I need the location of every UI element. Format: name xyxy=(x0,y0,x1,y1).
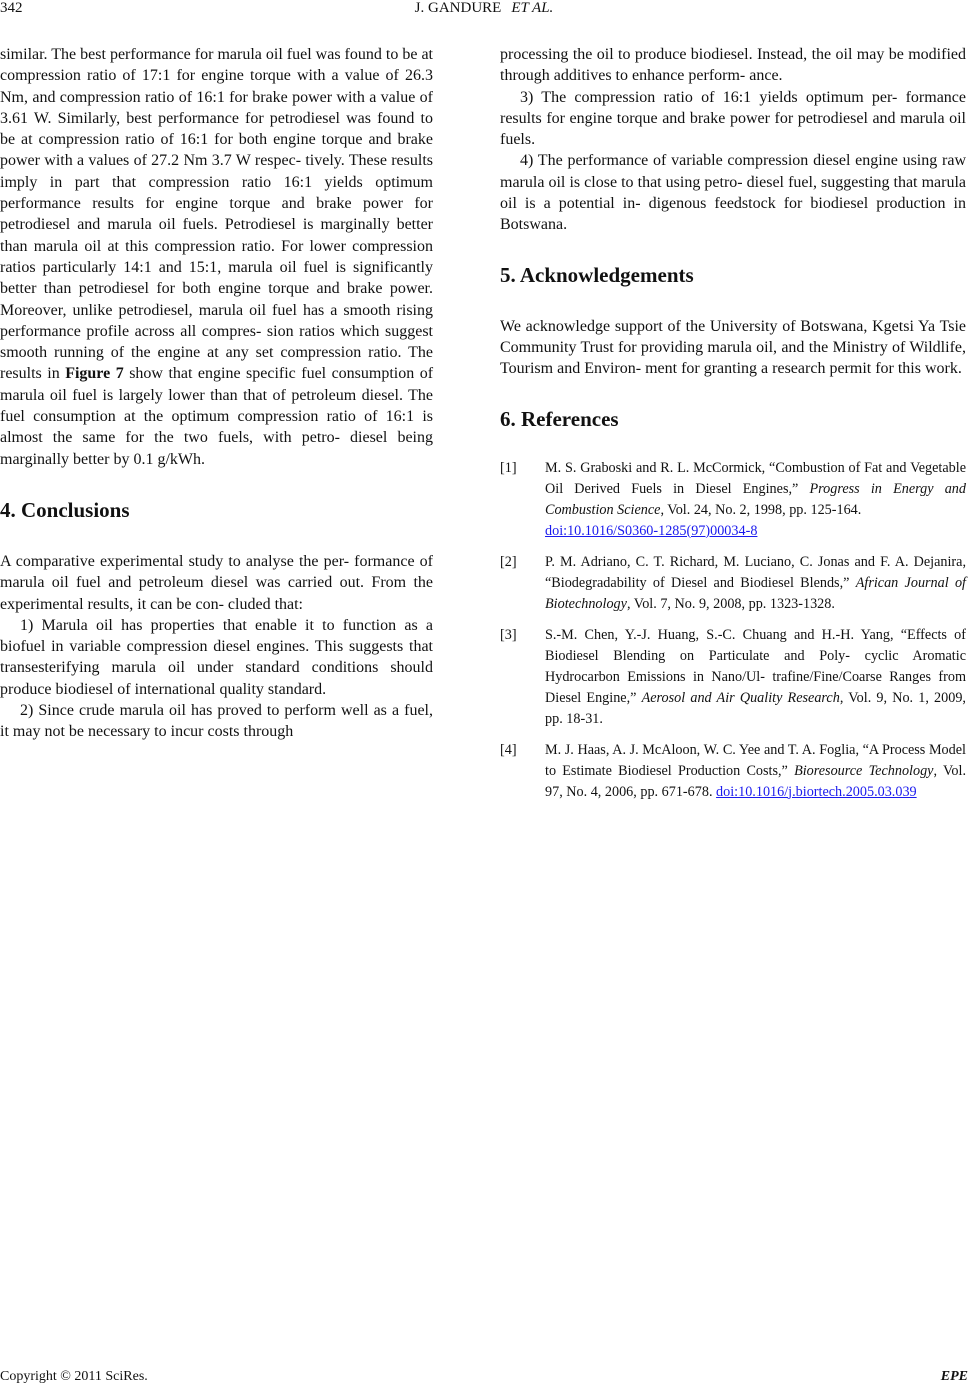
section-heading-conclusions: 4. Conclusions xyxy=(0,497,130,522)
paragraph-conclusion-2: 2) Since crude marula oil has proved to perform well as a fuel, it may not be necessary to incur costs through xyxy=(0,702,433,741)
paragraph-conclusion-3: 3) The compression ratio of 16:1 yields optimum per- formance results for engine torque and brake power for petrodiesel and marula oil fuels. xyxy=(500,88,966,149)
reference-text xyxy=(545,625,966,730)
reference-number: [3] xyxy=(500,626,517,643)
page-header xyxy=(0,0,968,22)
journal-abbreviation: EPE xyxy=(940,1369,968,1384)
running-head xyxy=(0,0,968,17)
text: similar. The best performance for marula oil fuel was found to be at compression ratio of 17:1 for engine torque with a value of 26.3 Nm, and compression ratio of 16:1 for brake power with a value of 3.61 W. Similarly, best performance for petrodiesel was found to be at compression ratio of 16:1 for both engine torque and brake power with a values of 27.2 Nm 3.7 W respec- tively. These results imply in part that compression ratio 16:1 yields optimum performance results for engine torque and brake power for petrodiesel and marula oil fuels. Petrodiesel is marginally better than marula oil at this compression ratio. For lower compression ratios particularly 14:1 and 15:1, marula oil fuel is significantly better than petrodiesel for both engine torque and brake power. Moreover, unlike petrodiesel, marula oil fuel has a smooth rising performance profile across all compres- sion ratios which suggest smooth running of the engine at any set compression ratio. The results in xyxy=(0,46,433,383)
reference-journal: Aerosol and Air Quality Research xyxy=(641,689,840,706)
paragraph-conclusion-2-cont: processing the oil to produce biodiesel. Instead, the oil may be modified through additives to enhance perform- ance. xyxy=(500,46,966,85)
text: show that engine specific fuel consumption of marula oil fuel is largely lower than that of petroleum diesel. The fuel consumption at the optimum compression ratio of 16:1 is almost the same for the two fuels, with petro- diesel being marginally better by 0.1 g/kWh. xyxy=(0,365,434,468)
running-head-et-al: ET AL. xyxy=(511,0,554,16)
paragraph-conclusions-intro: A comparative experimental study to analyse the per- formance of marula oil fuel and petroleum diesel was carried out. From the experimental results, it can be con- cluded that: xyxy=(0,552,433,613)
reference-number: [2] xyxy=(500,553,517,570)
doi-link[interactable]: doi:10.1016/S0360-1285(97)00034-8 xyxy=(545,522,758,539)
reference-authors-title: S.-M. Chen, Y.-J. Huang, S.-C. Chuang and H.-H. Yang, “Effects of Biodiesel Blending on Particulate and Poly- cyclic Aromatic Hydrocarbon Emissions in Nano/Ul- trafine/Fine/Coarse Ranges from Diesel Engine,” xyxy=(545,626,966,706)
reference-text xyxy=(545,458,966,542)
section-heading-acknowledgements: 5. Acknowledgements xyxy=(500,262,694,287)
page-number: 342 xyxy=(0,0,23,16)
right-column xyxy=(500,44,966,813)
reference-number: [4] xyxy=(500,741,517,758)
reference-list xyxy=(500,458,966,803)
reference-authors-title: M. S. Graboski and R. L. McCormick, “Combustion of Fat and Vegetable Oil Derived Fuels in Diesel Engines,” xyxy=(545,459,966,497)
reference-item xyxy=(500,552,966,615)
reference-journal: Bioresource Technology xyxy=(794,762,934,779)
reference-details: , Vol. 97, No. 4, 2006, pp. 671-678. xyxy=(545,762,967,800)
page-footer xyxy=(0,1369,968,1385)
reference-details: , Vol. 24, No. 2, 1998, pp. 125-164. xyxy=(660,501,862,518)
paragraph-acknowledgements: We acknowledge support of the University of Botswana, Kgetsi Ya Tsie Community Trust for providing marula oil, and the Ministry of Wildlife, Tourism and Environ- ment for granting a research permit for this work. xyxy=(500,317,966,378)
reference-item xyxy=(500,625,966,730)
reference-authors-title: P. M. Adriano, C. T. Richard, M. Luciano, C. Jonas and F. A. Dejanira, “Biodegradability of Diesel and Biodiesel Blends,” xyxy=(545,553,966,591)
paragraph-conclusion-1: 1) Marula oil has properties that enable it to function as a biofuel in variable compression diesel engines. This suggests that transesterifying marula oil under standard conditions should produce biodiesel of international quality standard. xyxy=(0,616,433,698)
reference-authors-title: M. J. Haas, A. J. McAloon, W. C. Yee and T. A. Foglia, “A Process Model to Estimate Biodiesel Production Costs,” xyxy=(545,741,966,779)
reference-journal: Progress in Energy and Combustion Science xyxy=(545,480,966,518)
reference-item xyxy=(500,740,966,803)
paragraph-conclusion-4: 4) The performance of variable compression diesel engine using raw marula oil is close to that using petro- diesel fuel, suggesting that marula oil is a potential in- digenous feedstock for biodiesel production in Botswana. xyxy=(500,152,966,234)
copyright-notice: Copyright © 2011 SciRes. xyxy=(0,1369,148,1384)
reference-number: [1] xyxy=(500,459,517,476)
reference-journal: African Journal of Biotechnology xyxy=(545,574,966,612)
figure-reference: Figure 7 xyxy=(65,365,124,383)
reference-text xyxy=(545,552,966,615)
reference-item xyxy=(500,458,966,542)
left-column xyxy=(0,44,433,743)
paragraph-results xyxy=(0,44,433,470)
reference-details: , Vol. 9, No. 1, 2009, pp. 18-31. xyxy=(545,689,966,727)
running-head-authors: J. GANDURE xyxy=(414,0,502,16)
reference-text xyxy=(545,740,966,803)
reference-details: , Vol. 7, No. 9, 2008, pp. 1323-1328. xyxy=(626,595,835,612)
section-heading-references: 6. References xyxy=(500,406,619,431)
doi-link[interactable]: doi:10.1016/j.biortech.2005.03.039 xyxy=(716,783,917,800)
